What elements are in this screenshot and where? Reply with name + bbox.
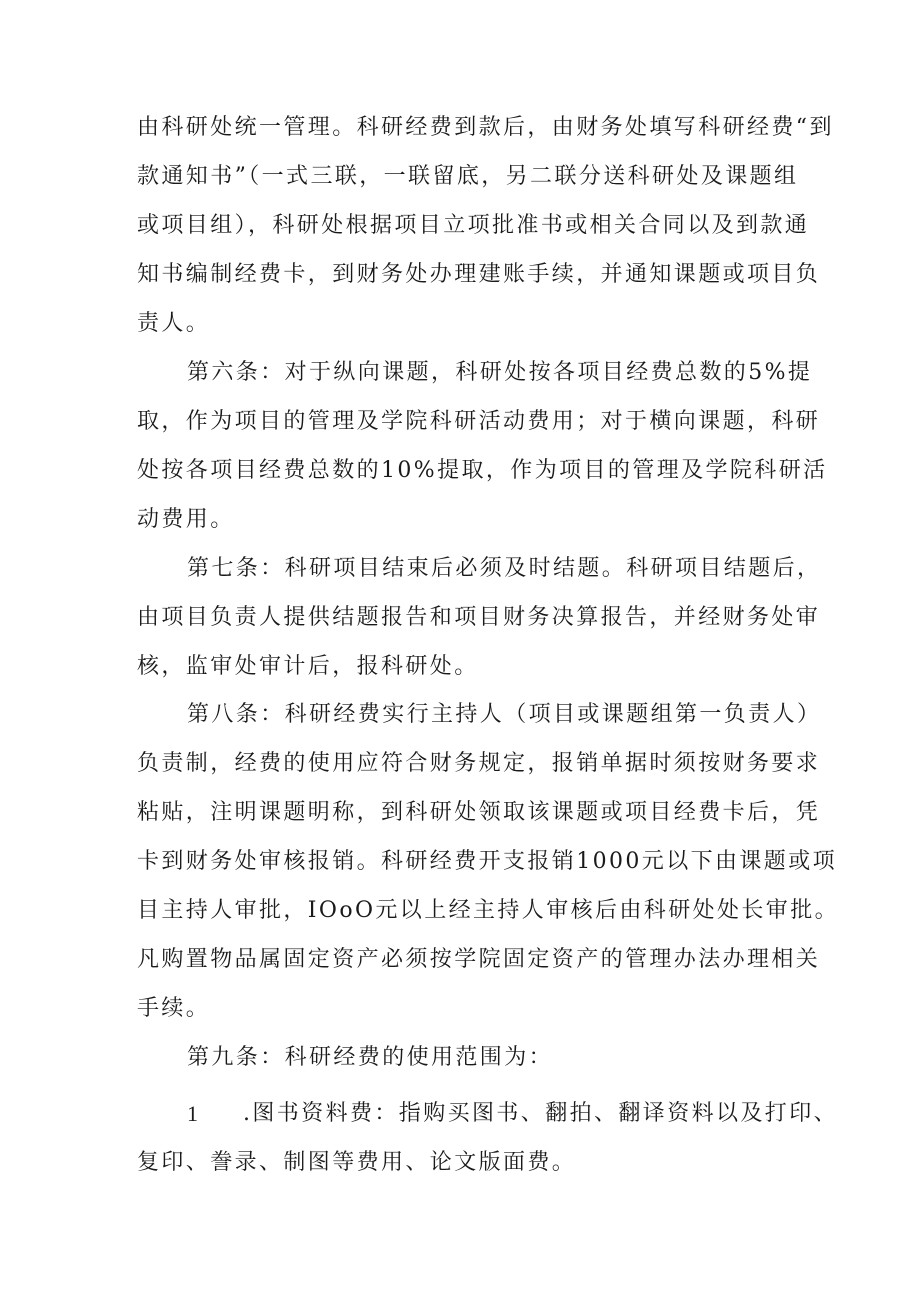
- text-line: 目主持人审批，IOoO元以上经主持人审核后由科研处处长审批。: [137, 898, 840, 923]
- text-line: 卡到财务处审核报销。科研经费开支报销1000元以下由课题或项: [137, 849, 837, 874]
- text-line: 款通知书”（一式三联，一联留底，另二联分送科研处及课题组: [137, 164, 799, 189]
- article-9-heading-line: 第九条：科研经费的使用范围为：: [187, 1045, 554, 1070]
- text-line: 动费用。: [137, 507, 235, 532]
- article-6-heading-line: 第六条：对于纵向课题，科研处按各项目经费总数的5%提: [187, 360, 813, 385]
- text-line: 手续。: [137, 996, 211, 1021]
- text-line: 复印、誊录、制图等费用、论文版面费。: [137, 1150, 577, 1175]
- list-item-text: .图书资料费：指购买图书、翻拍、翻译资料以及打印、: [243, 1101, 838, 1126]
- text-line: 凡购置物品属固定资产必须按学院固定资产的管理办法办理相关: [137, 947, 821, 972]
- text-line: 责人。: [137, 311, 211, 336]
- text-line: 由科研处统一管理。科研经费到款后，由财务处填写科研经费“到: [137, 115, 834, 140]
- text-line: 负责制，经费的使用应符合财务规定，报销单据时须按财务要求: [137, 751, 821, 776]
- text-line: 处按各项目经费总数的10%提取，作为项目的管理及学院科研活: [137, 458, 828, 483]
- text-line: 或项目组），科研处根据项目立项批准书或相关合同以及到款通: [137, 213, 810, 238]
- text-line: 取，作为项目的管理及学院科研活动费用；对于横向课题，科研: [137, 409, 821, 434]
- article-7-heading-line: 第七条：科研项目结束后必须及时结题。科研项目结题后，: [187, 556, 822, 581]
- text-line: 粘贴，注明课题明称，到科研处领取该课题或项目经费卡后，凭: [137, 800, 821, 825]
- text-line: 知书编制经费卡，到财务处办理建账手续，并通知课题或项目负: [137, 262, 821, 287]
- text-line: 核，监审处审计后，报科研处。: [137, 654, 479, 679]
- text-line: 由项目负责人提供结题报告和项目财务决算报告，并经财务处审: [137, 605, 821, 630]
- article-8-heading-line: 第八条：科研经费实行主持人（项目或课题组第一负责人）: [187, 702, 822, 727]
- list-item-number: 1: [187, 1101, 198, 1126]
